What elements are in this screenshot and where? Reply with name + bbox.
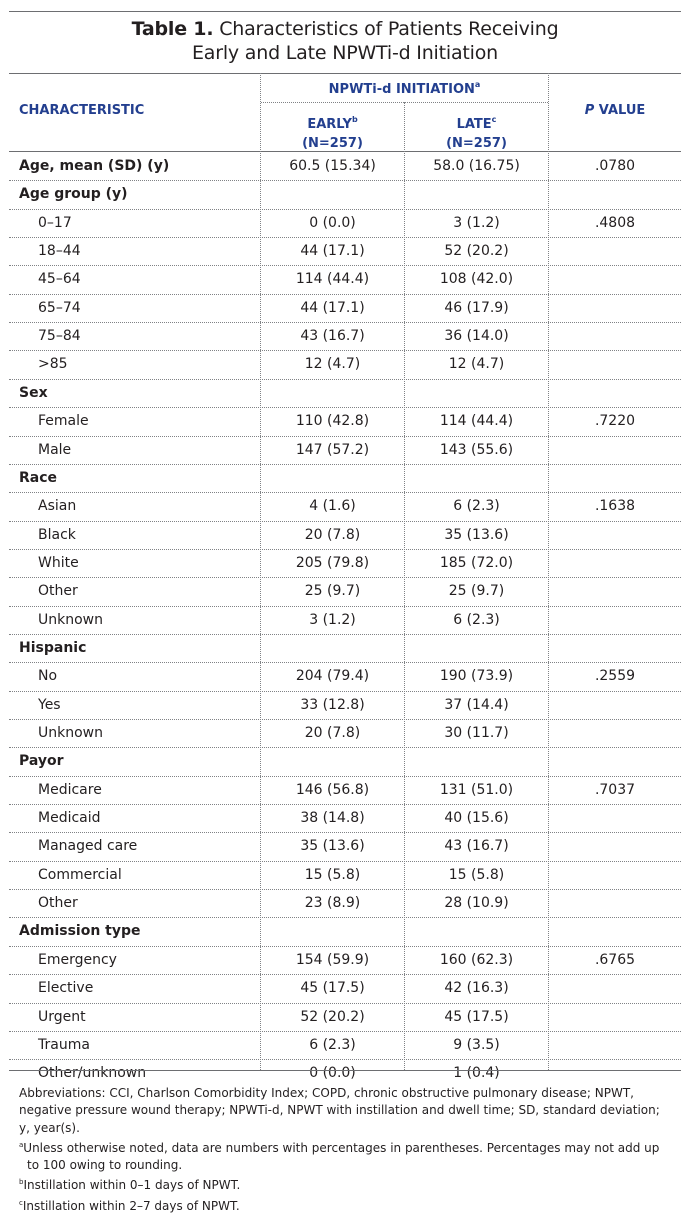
row-subcategory-label: Other/unknown [38,1065,147,1082]
header-top-rule [9,73,681,74]
early-cell: 146 (56.8) [295,781,370,798]
row-subcategory-label: Other [38,583,78,600]
table-row [9,379,681,407]
late-cell: 108 (42.0) [439,271,514,288]
table-footnotes [19,1085,674,1215]
early-cell: 52 (20.2) [300,1008,365,1025]
table-row [9,832,681,860]
late-cell: 15 (5.8) [448,866,505,883]
header-late [405,110,548,153]
row-subcategory-label: 65–74 [38,299,81,316]
early-cell: 35 (13.6) [300,838,365,855]
late-cell: 45 (17.5) [444,1008,509,1025]
late-cell: 6 (2.3) [453,498,500,515]
header-late-footnote-mark: c [491,115,497,124]
table-row [9,265,681,293]
row-category-label: Payor [19,753,64,770]
late-cell: 42 (16.3) [444,980,509,997]
p-value-cell: .1638 [594,498,636,515]
late-cell: 58.0 (16.75) [433,158,520,174]
row-subcategory-label: Yes [38,696,61,713]
row-subcategory-label: Female [38,413,89,430]
table-figure [9,11,681,1221]
row-subcategory-label: >85 [38,356,68,373]
header-group-label: NPWTi-d INITIATION [328,82,475,97]
early-cell: 3 (1.2) [309,611,356,628]
table-row [9,152,681,180]
row-subcategory-label: 0–17 [38,214,72,231]
table-top-rule [9,11,681,12]
row-subcategory-label: Other [38,895,78,912]
row-subcategory-label: Trauma [38,1036,90,1053]
early-cell: 44 (17.1) [300,243,365,260]
header-group-footnote-mark: a [474,80,481,89]
late-cell: 43 (16.7) [444,838,509,855]
table-row [9,747,681,775]
table-row [9,889,681,917]
table-row [9,634,681,662]
row-category-label: Age group (y) [19,186,128,203]
row-subcategory-label: Black [38,526,76,543]
header-early-n: (N=257) [302,136,363,151]
late-cell: 30 (11.7) [444,725,509,741]
late-cell: 40 (15.6) [444,810,509,827]
header-npwtid-initiation [261,80,548,97]
early-cell: 20 (7.8) [304,526,361,543]
table-row [9,521,681,549]
late-cell: 37 (14.4) [444,696,509,713]
row-subcategory-label: Unknown [38,611,103,628]
early-cell: 25 (9.7) [304,583,361,600]
early-cell: 12 (4.7) [304,356,361,373]
early-cell: 205 (79.8) [295,554,370,571]
row-subcategory-label: White [38,554,79,571]
row-subcategory-label: Urgent [38,1008,86,1025]
late-cell: 1 (0.4) [453,1065,500,1082]
early-cell: 43 (16.7) [300,328,365,345]
table-row [9,804,681,832]
late-cell: 143 (55.6) [439,441,514,458]
table-title-number: Table 1. [131,18,214,40]
late-cell: 46 (17.9) [444,299,509,316]
header-late-label: LATE [456,117,492,132]
row-subcategory-label: Medicare [38,781,102,798]
table-bottom-rule [9,1070,681,1071]
p-value-cell: .0780 [594,158,636,174]
table-row [9,691,681,719]
early-cell: 6 (2.3) [309,1036,356,1053]
table-row [9,407,681,435]
header-early-footnote-mark: b [351,115,358,124]
early-cell: 154 (59.9) [295,951,370,968]
early-cell: 20 (7.8) [304,725,361,741]
footnote-c-mark: c [19,1198,23,1207]
table-row [9,1031,681,1059]
row-subcategory-label: Emergency [38,951,117,968]
table-row [9,917,681,945]
table-row [9,180,681,208]
late-cell: 131 (51.0) [439,781,514,798]
table-row [9,209,681,237]
footnote-c [19,1195,674,1215]
late-cell: 35 (13.6) [444,526,509,543]
early-cell: 4 (1.6) [309,498,356,515]
row-category-label: Age, mean (SD) (y) [19,158,170,174]
early-cell: 204 (79.4) [295,668,370,685]
table-row [9,577,681,605]
row-subcategory-label: 75–84 [38,328,81,345]
row-subcategory-label: Medicaid [38,810,101,827]
late-cell: 28 (10.9) [444,895,509,912]
row-subcategory-label: Unknown [38,725,103,741]
row-category-label: Hispanic [19,639,87,656]
table-title [9,17,681,65]
early-cell: 38 (14.8) [300,810,365,827]
header-early-label: EARLY [307,117,352,132]
late-cell: 36 (14.0) [444,328,509,345]
table-row [9,662,681,690]
row-category-label: Admission type [19,923,141,940]
late-cell: 114 (44.4) [439,413,514,430]
header-late-n: (N=257) [446,136,507,151]
early-cell: 44 (17.1) [300,299,365,316]
footnote-a [19,1137,674,1175]
table-row [9,606,681,634]
p-value-cell: .7037 [594,781,636,798]
footnote-a-text: Unless otherwise noted, data are numbers with percentages in parentheses. Percentages may not add up to 100 owing to rounding. [23,1140,660,1173]
footnote-b-mark: b [19,1178,24,1187]
header-characteristic: CHARACTERISTIC [19,103,145,118]
table-row [9,492,681,520]
table-row [9,322,681,350]
table-title-line2: Early and Late NPWTi-d Initiation [191,42,499,64]
early-cell: 60.5 (15.34) [289,158,376,174]
early-cell: 0 (0.0) [309,214,356,231]
late-cell: 9 (3.5) [453,1036,500,1053]
table-row [9,861,681,889]
header-early [261,110,404,153]
table-row [9,436,681,464]
table-row [9,1003,681,1031]
row-subcategory-label: 45–64 [38,271,81,288]
row-subcategory-label: No [38,668,58,685]
late-cell: 190 (73.9) [439,668,514,685]
footnote-c-text: Instillation within 2–7 days of NPWT. [22,1198,240,1213]
early-cell: 15 (5.8) [304,866,361,883]
p-value-cell: .7220 [594,413,636,430]
table-row [9,974,681,1002]
late-cell: 25 (9.7) [448,583,505,600]
row-subcategory-label: Male [38,441,72,458]
table-row [9,464,681,492]
early-cell: 114 (44.4) [295,271,370,288]
late-cell: 6 (2.3) [453,611,500,628]
footnote-b-text: Instillation within 0–1 days of NPWT. [23,1178,241,1193]
late-cell: 185 (72.0) [439,554,514,571]
table-row [9,350,681,378]
row-subcategory-label: Managed care [38,838,138,855]
early-cell: 0 (0.0) [309,1065,356,1082]
p-value-cell: .6765 [594,951,636,968]
row-subcategory-label: Elective [38,980,94,997]
table-row [9,549,681,577]
header-p-rest: VALUE [594,103,646,118]
table-title-line1: Characteristics of Patients Receiving [219,18,559,40]
row-subcategory-label: Commercial [38,866,122,883]
footnote-abbreviations: Abbreviations: CCI, Charlson Comorbidity Index; COPD, chronic obstructive pulmonary disease; NPWT, negative pressure wound therapy; NPWTi-d, NPWT with instillation and dwell time; SD, standard deviation; y, year(s). [19,1086,660,1135]
early-cell: 45 (17.5) [300,980,365,997]
table-row [9,294,681,322]
row-subcategory-label: Asian [38,498,77,515]
header-p-value [549,103,681,118]
p-value-cell: .4808 [594,214,636,231]
table-row [9,946,681,974]
header-p-italic: P [584,103,595,118]
table-row [9,776,681,804]
late-cell: 160 (62.3) [439,951,514,968]
footnote-b [19,1174,674,1194]
table-row [9,1059,681,1087]
early-cell: 147 (57.2) [295,441,370,458]
table-row [9,719,681,747]
row-subcategory-label: 18–44 [38,243,81,260]
early-cell: 23 (8.9) [304,895,361,912]
footnote-a-mark: a [19,1140,24,1149]
early-cell: 33 (12.8) [300,696,365,713]
early-cell: 110 (42.8) [295,413,370,430]
table-row [9,237,681,265]
late-cell: 12 (4.7) [448,356,505,373]
late-cell: 52 (20.2) [444,243,509,260]
row-category-label: Sex [19,384,48,401]
late-cell: 3 (1.2) [453,214,500,231]
p-value-cell: .2559 [594,668,636,685]
row-category-label: Race [19,469,58,486]
